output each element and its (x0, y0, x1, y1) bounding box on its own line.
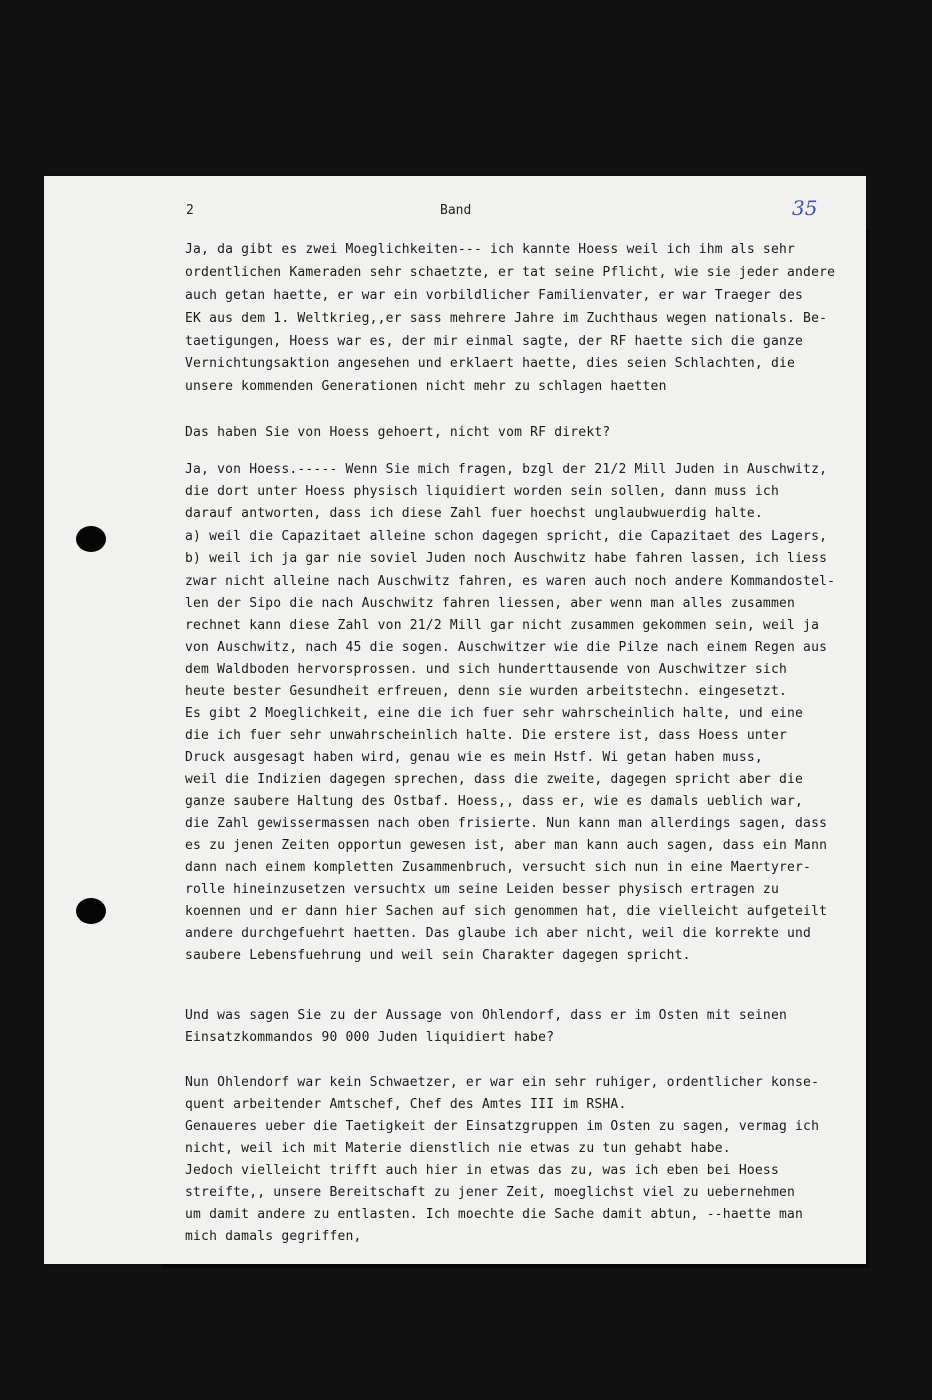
handwritten-folio-number: 35 (792, 196, 818, 220)
text-line: taetigungen, Hoess war es, der mir einmal sagte, der RF haette sich die ganze (185, 334, 804, 349)
text-line: Vernichtungsaktion angesehen und erklaert haette, dies seien Schlachten, die (185, 356, 796, 371)
text-line: koennen und er dann hier Sachen auf sich genommen hat, die vielleicht aufgeteilt (185, 904, 828, 919)
text-line: darauf antworten, dass ich diese Zahl fuer hoechst unglaubwuerdig halte. (185, 506, 763, 521)
text-line: die Zahl gewissermassen nach oben frisierte. Nun kann man allerdings sagen, dass (185, 816, 828, 831)
text-line: unsere kommenden Generationen nicht mehr zu schlagen haetten (185, 379, 667, 394)
text-line: Es gibt 2 Moeglichkeit, eine die ich fuer sehr wahrscheinlich halte, und eine (185, 706, 804, 721)
text-line: quent arbeitender Amtschef, Chef des Amtes III im RSHA. (185, 1097, 627, 1112)
text-line: EK aus dem 1. Weltkrieg,,er sass mehrere Jahre im Zuchthaus wegen nationals. Be- (185, 311, 828, 326)
text-line: die dort unter Hoess physisch liquidiert worden sein sollen, dann muss ich (185, 484, 779, 499)
text-line: Genaueres ueber die Taetigkeit der Einsatzgruppen im Osten zu sagen, vermag ich (185, 1119, 820, 1134)
text-line: dem Waldboden hervorsprossen. und sich hunderttausende von Auschwitzer sich (185, 662, 787, 677)
text-line: nicht, weil ich mit Materie dienstlich nie etwas zu tun gehabt habe. (185, 1141, 731, 1156)
question-line: Und was sagen Sie zu der Aussage von Ohlendorf, dass er im Osten mit seinen (185, 1008, 787, 1023)
text-line: Ja, da gibt es zwei Moeglichkeiten--- ich kannte Hoess weil ich ihm als sehr (185, 242, 796, 257)
punch-hole-top (76, 526, 106, 552)
text-line: saubere Lebensfuehrung und weil sein Charakter dagegen spricht. (185, 948, 691, 963)
punch-hole-bottom (76, 898, 106, 924)
text-line: weil die Indizien dagegen sprechen, dass die zweite, dagegen spricht aber die (185, 772, 804, 787)
text-line: auch getan haette, er war ein vorbildlicher Familienvater, er war Traeger des (185, 288, 804, 303)
question-line: Einsatzkommandos 90 000 Juden liquidiert habe? (185, 1030, 555, 1045)
text-line: a) weil die Capazitaet alleine schon dagegen spricht, die Capazitaet des Lagers, (185, 529, 828, 544)
text-line: Ja, von Hoess.----- Wenn Sie mich fragen, bzgl der 21/2 Mill Juden in Auschwitz, (185, 462, 828, 477)
text-line: die ich fuer sehr unwahrscheinlich halte. Die erstere ist, dass Hoess unter (185, 728, 787, 743)
text-line: len der Sipo die nach Auschwitz fahren liessen, aber wenn man alles zusammen (185, 596, 796, 611)
text-line: Nun Ohlendorf war kein Schwaetzer, er war ein sehr ruhiger, ordentlicher konse- (185, 1075, 820, 1090)
header-title: Band (440, 203, 472, 218)
text-line: streifte,, unsere Bereitschaft zu jener Zeit, moeglichst viel zu uebernehmen (185, 1185, 796, 1200)
question-line: Das haben Sie von Hoess gehoert, nicht vom RF direkt? (185, 425, 611, 440)
text-line: mich damals gegriffen, (185, 1229, 362, 1244)
text-line: ganze saubere Haltung des Ostbaf. Hoess,, dass er, wie es damals ueblich war, (185, 794, 804, 809)
text-line: ordentlichen Kameraden sehr schaetzte, er tat seine Pflicht, wie sie jeder andere (185, 265, 836, 280)
text-line: von Auschwitz, nach 45 die sogen. Auschwitzer wie die Pilze nach einem Regen aus (185, 640, 828, 655)
page-number: 2 (186, 203, 194, 218)
text-line: b) weil ich ja gar nie soviel Juden noch Auschwitz habe fahren lassen, ich liess (185, 551, 828, 566)
text-line: andere durchgefuehrt haetten. Das glaube ich aber nicht, weil die korrekte und (185, 926, 812, 941)
text-line: es zu jenen Zeiten opportun gewesen ist, aber man kann auch sagen, dass ein Mann (185, 838, 828, 853)
text-line: zwar nicht alleine nach Auschwitz fahren, es waren auch noch andere Kommandostel- (185, 574, 836, 589)
text-line: Druck ausgesagt haben wird, genau wie es mein Hstf. Wi getan haben muss, (185, 750, 763, 765)
text-line: rechnet kann diese Zahl von 21/2 Mill gar nicht zusammen gekommen sein, weil ja (185, 618, 820, 633)
text-line: dann nach einem kompletten Zusammenbruch, versucht sich nun in eine Maertyrer- (185, 860, 812, 875)
text-line: um damit andere zu entlasten. Ich moechte die Sache damit abtun, --haette man (185, 1207, 804, 1222)
text-line: heute bester Gesundheit erfreuen, denn sie wurden arbeitstechn. eingesetzt. (185, 684, 787, 699)
text-line: rolle hineinzusetzen versuchtx um seine Leiden besser physisch ertragen zu (185, 882, 779, 897)
text-line: Jedoch vielleicht trifft auch hier in etwas das zu, was ich eben bei Hoess (185, 1163, 779, 1178)
